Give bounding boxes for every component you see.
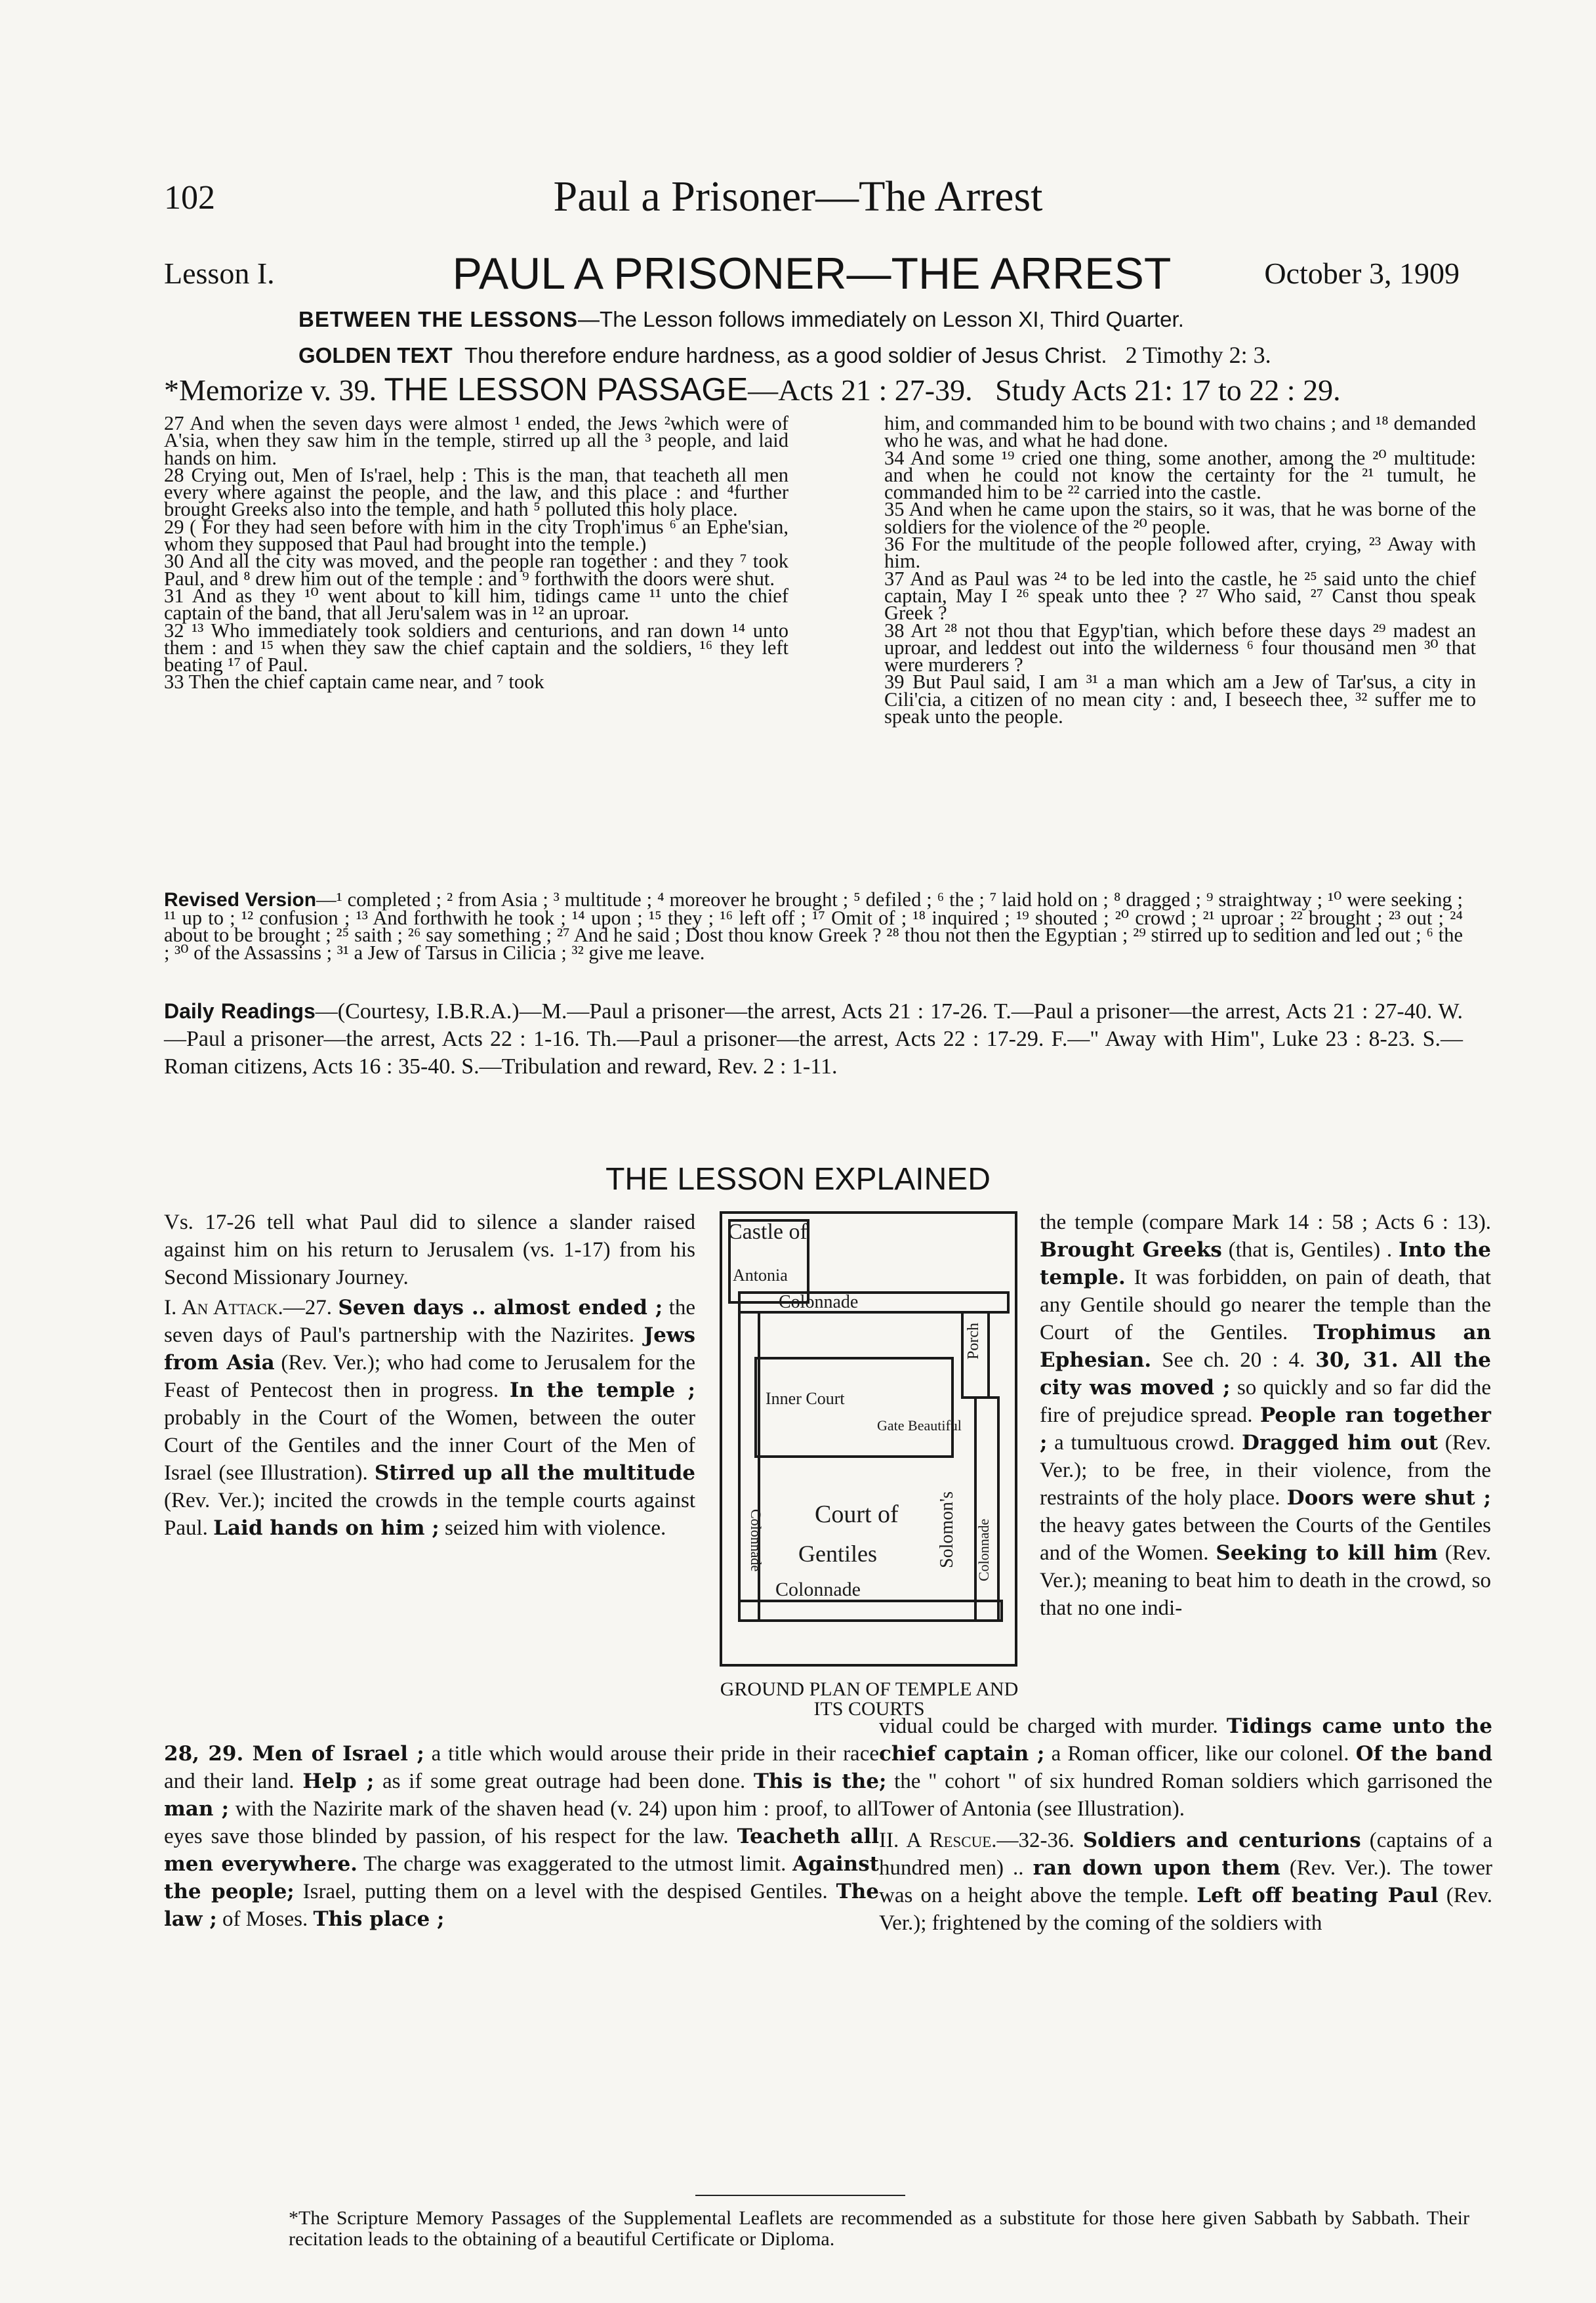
explanation-text: It was forbidden, on pain of death, that any Gentile should go nearer the temple than the Court of the Gentiles. [1040,1266,1491,1344]
explained-left-lower [164,1740,879,1933]
footnote-rule [695,2195,905,2196]
explanation-text: of Moses. [216,1907,314,1931]
bold-term: Teacheth all men everywhere. [164,1825,880,1876]
bold-term: ran down upon them [1033,1856,1280,1880]
plan-label-colonnade-left: Colonnade [748,1509,764,1572]
explanation-text: (Rev. Ver.); to be free, in their violence, from the restraints of the holy place. [1040,1431,1491,1510]
bold-term: Brought Greeks [1040,1238,1222,1262]
verse: 34 And some ¹⁹ cried one thing, some another, among the ²⁰ multitude: and when he could not know the certainty for the ²¹ tumult, he commanded him to be ²² carried into the castle. [884,446,1476,504]
running-title: Paul a Prisoner—The Arrest [553,173,1043,220]
bold-term: Jews from Asia [164,1323,695,1375]
explanation-text: with the Nazirite mark of the shaven head (v. 24) upon him : proof, to all eyes save those blinded by passion, of his respect for the law. [164,1797,879,1848]
verse: him, and commanded him to be bound with two chains ; and ¹⁸ demanded who he was, and what he had done. [884,412,1476,452]
bold-term: Seven days .. almost ended ; [338,1296,663,1319]
section-rescue-heading: II. A Rescue.—32-36. [879,1829,1074,1852]
explanation-text: vidual could be charged with murder. [879,1714,1227,1738]
bold-term: People ran together ; [1040,1403,1491,1455]
bold-term: This is the man ; [164,1770,879,1821]
bold-term: Against the people; [164,1852,879,1903]
between-label: BETWEEN THE LESSONS [298,307,579,331]
passage-ref: —Acts 21 : 27-39. [748,373,973,407]
revised-label: Revised Version [164,889,317,911]
between-text: —The Lesson follows immediately on Lesson XI, Third Quarter. [578,307,1184,331]
explanation-text: See ch. 20 : 4. [1151,1348,1316,1372]
explanation-text: a tumultuous crowd. [1047,1431,1242,1455]
explanation-text: The charge was exaggerated to the utmost limit. [357,1852,793,1876]
plan-label-court-of: Court of [815,1501,899,1528]
bold-term: In the temple ; [509,1379,695,1402]
verse: 28 Crying out, Men of Is'rael, help : This is the man, that teacheth all men every where against the people, and the law, and this place : and ⁴further brought Greeks also into the temple, and hath ⁵ polluted this holy place. [164,463,788,521]
daily-text: —(Courtesy, I.B.R.A.)—M.—Paul a prisoner—the arrest, Acts 21 : 17-26. T.—Paul a prisoner—the arrest, Acts 21 : 27-40. W.—Paul a prisoner—the arrest, Acts 22 : 1-16. Th.—Paul a prisoner—the arrest, Acts 22 : 17-29. F.—" Away with Him", Luke 23 : 8-23. S.—Roman citizens, Acts 16 : 35-40. S.—Tribulation and reward, Rev. 2 : 1-11. [164,999,1463,1079]
plan-label-antonia: Antonia [733,1266,788,1285]
lesson-explained-heading: THE LESSON EXPLAINED [605,1162,991,1197]
verse: 39 But Paul said, I am ³¹ a man which am a Jew of Tar'sus, a city in Cili'cia, a citizen of no mean city : and, I beseech thee, ³² suffer me to speak unto the people. [884,671,1476,728]
verse: 36 For the multitude of the people followed after, crying, ²³ Away with him. [884,533,1476,573]
verse: 29 ( For they had seen before with him in the city Troph'imus ⁶ an Ephe'sian, whom they supposed that Paul had brought into the temple.) [164,515,788,556]
explanation-text: the seven days of Paul's partnership with the Nazirites. [164,1296,695,1347]
verses-right-column [884,412,1476,728]
bold-term: Stirred up all the multitude [374,1461,695,1485]
explained-right-a [1040,1209,1491,1622]
bold-term: Seeking to kill him [1216,1541,1438,1565]
explanation-text: the heavy gates between the Courts of the Gentiles and of the Women. [1040,1514,1491,1565]
explanation-text: a Roman officer, like our colonel. [1044,1742,1356,1766]
explanation-text: (captains of a hundred men) .. [879,1829,1493,1880]
verses-left-column [164,412,788,694]
plan-caption: GROUND PLAN OF TEMPLE AND ITS COURTS [720,1678,1019,1720]
golden-text [298,341,1271,369]
explanation-text: probably in the Court of the Women, between the outer Court of the Gentiles and the inner Court of the Men of Israel (see Illustration). [164,1406,695,1485]
footnote: *The Scripture Memory Passages of the Supplemental Leaflets are recommended as a substitute for those here given Sabbath by Sabbath. Their recitation leads to the obtaining of a beautiful Certificate or Diploma. [289,2207,1469,2250]
verse: 33 Then the chief captain came near, and ⁷ took [164,671,544,694]
plan-label-gentiles: Gentiles [798,1541,877,1567]
bold-term: Of the band ; [879,1742,1493,1793]
explanation-text: (Rev. Ver.); who had come to Jerusalem for the Feast of Pentecost then in progress. [164,1351,695,1402]
explained-right-lower [879,1712,1492,1937]
bold-term: Doors were shut ; [1286,1486,1492,1510]
explained-left-a [164,1296,695,1540]
explanation-text: the temple (compare Mark 14 : 58 ; Acts 6 : 13). [1040,1211,1491,1234]
explanation-text: so quickly and so far did the fire of prejudice spread. [1040,1376,1491,1427]
verse: 27 And when the seven days were almost ¹ ended, the Jews ²which were of A'sia, when they saw him in the temple, stirred up all the ³ people, and laid hands on him. [164,412,788,469]
lesson-date: October 3, 1909 [1264,257,1460,290]
explanation-text: seized him with violence. [439,1516,666,1540]
plan-label-gate: Gate Beautiful [877,1417,962,1434]
bold-term: Into the temple. [1040,1238,1491,1289]
explained-right-upper [1040,1209,1491,1622]
between-the-lessons [298,307,1184,332]
explanation-text: (Rev. Ver.); incited the crowds in the temple courts against Paul. [164,1489,695,1540]
bold-term: Soldiers and centurions [1082,1829,1361,1852]
verse: 38 Art ²⁸ not thou that Egyp'tian, which before these days ²⁹ madest an uproar, and leddest out into the wilderness ⁶ four thousand men ³⁰ that were murderers ? [884,619,1476,676]
bold-term: Dragged him out [1241,1431,1439,1455]
golden-body: Thou therefore endure hardness, as a good soldier of Jesus Christ. [464,343,1107,367]
memorize-note: *Memorize v. 39. [164,373,377,407]
explained-right-b [879,1712,1492,1823]
explanation-text: (Rev. Ver.). The tower was on a height above the temple. [879,1856,1492,1907]
verse: 35 And when he came upon the stairs, so it was, that he was borne of the soldiers for the violence of the ²⁰ people. [884,498,1476,538]
explanation-text: the " cohort " of six hundred Roman soldiers which garrisoned the Tower of Antonia (see Illustration). [879,1770,1492,1821]
passage-heading: THE LESSON PASSAGE [384,372,748,407]
page-number: 102 [164,179,215,217]
lesson-label: Lesson I. [164,257,275,290]
plan-label-inner-court: Inner Court [766,1389,845,1408]
verse: 32 ¹³ Who immediately took soldiers and centurions, and ran down ¹⁴ unto them : and ¹⁵ when they saw the chief captain and the soldiers, ¹⁶ they left beating ¹⁷ of Paul. [164,619,788,676]
plan-label-colonnade-bottom: Colonnade [775,1579,861,1600]
explained-left-upper [164,1209,695,1542]
revised-text: —¹ completed ; ² from Asia ; ³ multitude ; ⁴ moreover he brought ; ⁵ defiled ; ⁶ the ; ⁷ laid hold on ; ⁸ dragged ; ⁹ straightway ; ¹⁰ were seeking ; ¹¹ up to ; ¹² confusion ; ¹³ And forthwith he took ; ¹⁴ upon ; ¹⁵ they ; ¹⁶ left off ; ¹⁷ Omit of ; ¹⁸ inquired ; ¹⁹ shouted ; ²⁰ crowd ; ²¹ uproar ; ²² brought ; ²³ out ; ²⁴ about to be brought ; ²⁵ saith ; ²⁶ say something ; ²⁷ And he said ; Dost thou know Greek ? ²⁸ thou not then the Egyptian ; ²⁹ stirred up to sedition and led out ; ⁶ the ; ³⁰ of the Assassins ; ³¹ a Jew of Tarsus in Cilicia ; ³² give me leave. [164,888,1463,964]
bold-term: This place ; [313,1907,445,1931]
plan-label-colonnade-side: Colonnade [975,1518,992,1581]
revised-version [164,888,1463,964]
plan-label-castle: Castle of [727,1220,808,1244]
lesson-line [164,248,1460,301]
lesson-title: PAUL A PRISONER—THE ARREST [452,249,1172,299]
verse: 37 And as Paul was ²⁴ to be led into the castle, he ²⁵ said unto the chief captain, May I ²⁶ speak unto thee ? ²⁷ Who said, ²⁷ Canst thou speak Greek ? [884,567,1476,625]
section-attack-heading: I. An Attack.—27. [164,1296,333,1319]
explanation-text: (that is, Gentiles) . [1221,1238,1399,1262]
bold-term: Trophimus an Ephesian. [1040,1321,1491,1372]
explained-intro: Vs. 17-26 tell what Paul did to silence a slander raised against him on his return to Jerusalem (vs. 1-17) from his Second Missionary Journey. [164,1211,695,1289]
bold-term: The law ; [164,1880,879,1931]
verse: 30 And all the city was moved, and the people ran together : and they ⁷ took Paul, and ⁸ drew him out of the temple : and ⁹ forthwith the doors were shut. [164,550,788,590]
daily-readings [164,997,1463,1081]
golden-ref: 2 Timothy 2: 3. [1125,342,1271,368]
plan-label-colonnade-top: Colonnade [779,1292,859,1312]
bold-term: Help ; [302,1770,375,1793]
bold-term: Left off beating Paul [1197,1884,1439,1907]
temple-ground-plan [713,1207,1025,1670]
verse: 31 And as they ¹⁰ went about to kill him, tidings came ¹¹ unto the chief captain of the band, that all Jeru'salem was in ¹² an uproar. [164,584,788,625]
plan-label-porch: Porch [965,1323,982,1359]
study-ref: Study Acts 21: 17 to 22 : 29. [995,373,1341,407]
explained-left-b [164,1740,879,1933]
bold-term: Tidings came unto the chief captain ; [879,1714,1493,1766]
explanation-text: as if some great outrage had been done. [374,1770,754,1793]
explanation-text: a title which would arouse their pride in their race and their land. [164,1742,880,1793]
bold-term: 28, 29. Men of Israel ; [164,1742,424,1766]
daily-label: Daily Readings [164,999,316,1023]
golden-label: GOLDEN TEXT [298,343,453,367]
bold-term: Laid hands on him ; [213,1516,440,1540]
explanation-text: (Rev. Ver.); meaning to beat him to death in the crowd, so that no one indi- [1040,1541,1491,1620]
explanation-text: (Rev. Ver.); frightened by the coming of the soldiers with [879,1884,1492,1935]
lesson-passage-heading [164,371,1463,408]
explanation-text: Israel, putting them on a level with the despised Gentiles. [294,1880,836,1903]
plan-label-solomons: Solomon's [937,1491,957,1568]
plan-colonnade-right [975,1398,998,1621]
plan-colonnade-bottom [739,1601,1002,1621]
bold-term: 30, 31. All the city was moved ; [1040,1348,1491,1400]
